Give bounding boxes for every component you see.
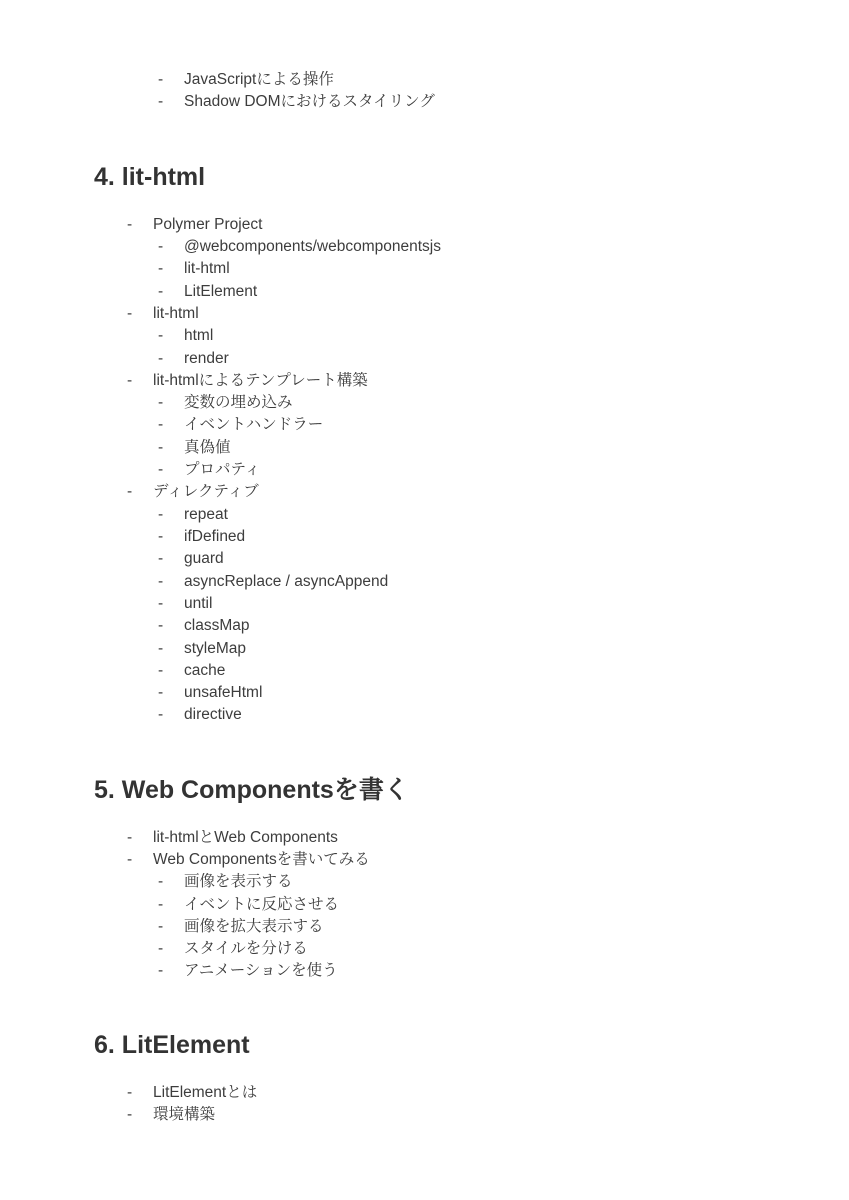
list-item-text: directive xyxy=(184,706,242,723)
list-item-text: アニメーションを使う xyxy=(184,962,338,979)
list-item-text: イベントに反応させる xyxy=(184,896,340,913)
bullet-dash: - xyxy=(158,260,164,277)
list-item-text: プロパティ xyxy=(184,461,261,478)
list-item-text: 画像を拡大表示する xyxy=(184,918,324,935)
bullet-dash: - xyxy=(158,93,164,110)
list-item-text: LitElement xyxy=(184,283,258,300)
list-item-text: lit-htmlによるテンプレート構築 xyxy=(153,372,368,389)
list-item-text: classMap xyxy=(184,617,250,634)
list-item-text: repeat xyxy=(184,506,228,523)
list-item-text: guard xyxy=(184,550,224,567)
bullet-dash: - xyxy=(158,71,164,88)
bullet-dash: - xyxy=(158,439,164,456)
list-item-text: イベントハンドラー xyxy=(184,416,324,433)
bullet-dash: - xyxy=(127,305,133,322)
list-item-text: JavaScriptによる操作 xyxy=(184,71,334,88)
bullet-dash: - xyxy=(127,1084,133,1101)
list-item-text: LitElementとは xyxy=(153,1084,258,1101)
bullet-dash: - xyxy=(158,550,164,567)
list-item-text: lit-html xyxy=(153,305,199,322)
list-item-text: 画像を表示する xyxy=(184,873,293,890)
bullet-dash: - xyxy=(127,372,133,389)
list-item-text: cache xyxy=(184,662,226,679)
list-item-text: 環境構築 xyxy=(153,1106,216,1123)
bullet-dash: - xyxy=(127,483,133,500)
list-item-text: ディレクティブ xyxy=(153,483,259,500)
bullet-dash: - xyxy=(127,829,133,846)
list-item-text: html xyxy=(184,327,214,344)
bullet-dash: - xyxy=(127,216,133,233)
list-item-text: @webcomponents/webcomponentsjs xyxy=(184,238,441,255)
list-item-text: styleMap xyxy=(184,640,247,657)
bullet-dash: - xyxy=(127,1106,133,1123)
list-item-text: 変数の埋め込み xyxy=(184,394,293,411)
section-heading: 6. LitElement xyxy=(94,1031,250,1059)
list-item-text: Web Componentsを書いてみる xyxy=(153,851,370,868)
bullet-dash: - xyxy=(158,416,164,433)
bullet-dash: - xyxy=(158,528,164,545)
list-item-text: lit-htmlとWeb Components xyxy=(153,829,338,846)
bullet-dash: - xyxy=(158,918,164,935)
bullet-dash: - xyxy=(158,873,164,890)
bullet-dash: - xyxy=(158,684,164,701)
list-item-text: render xyxy=(184,350,229,367)
bullet-dash: - xyxy=(127,851,133,868)
bullet-dash: - xyxy=(158,706,164,723)
list-item-text: unsafeHtml xyxy=(184,684,263,701)
list-item-text: until xyxy=(184,595,213,612)
bullet-dash: - xyxy=(158,617,164,634)
bullet-dash: - xyxy=(158,573,164,590)
section-heading: 4. lit-html xyxy=(94,163,206,191)
list-item-text: lit-html xyxy=(184,260,230,277)
list-item-text: ifDefined xyxy=(184,528,246,545)
bullet-dash: - xyxy=(158,350,164,367)
bullet-dash: - xyxy=(158,283,164,300)
list-item-text: スタイルを分ける xyxy=(184,940,308,957)
bullet-dash: - xyxy=(158,238,164,255)
list-item-text: Shadow DOMにおけるスタイリング xyxy=(184,93,435,110)
list-item-text: Polymer Project xyxy=(153,216,263,233)
bullet-dash: - xyxy=(158,940,164,957)
bullet-dash: - xyxy=(158,662,164,679)
bullet-dash: - xyxy=(158,506,164,523)
bullet-dash: - xyxy=(158,962,164,979)
list-item-text: asyncReplace / asyncAppend xyxy=(184,573,389,590)
bullet-dash: - xyxy=(158,327,164,344)
bullet-dash: - xyxy=(158,394,164,411)
section-heading: 5. Web Componentsを書く xyxy=(94,776,409,804)
bullet-dash: - xyxy=(158,595,164,612)
bullet-dash: - xyxy=(158,896,164,913)
list-item-text: 真偽値 xyxy=(184,439,231,456)
bullet-dash: - xyxy=(158,461,164,478)
bullet-dash: - xyxy=(158,640,164,657)
